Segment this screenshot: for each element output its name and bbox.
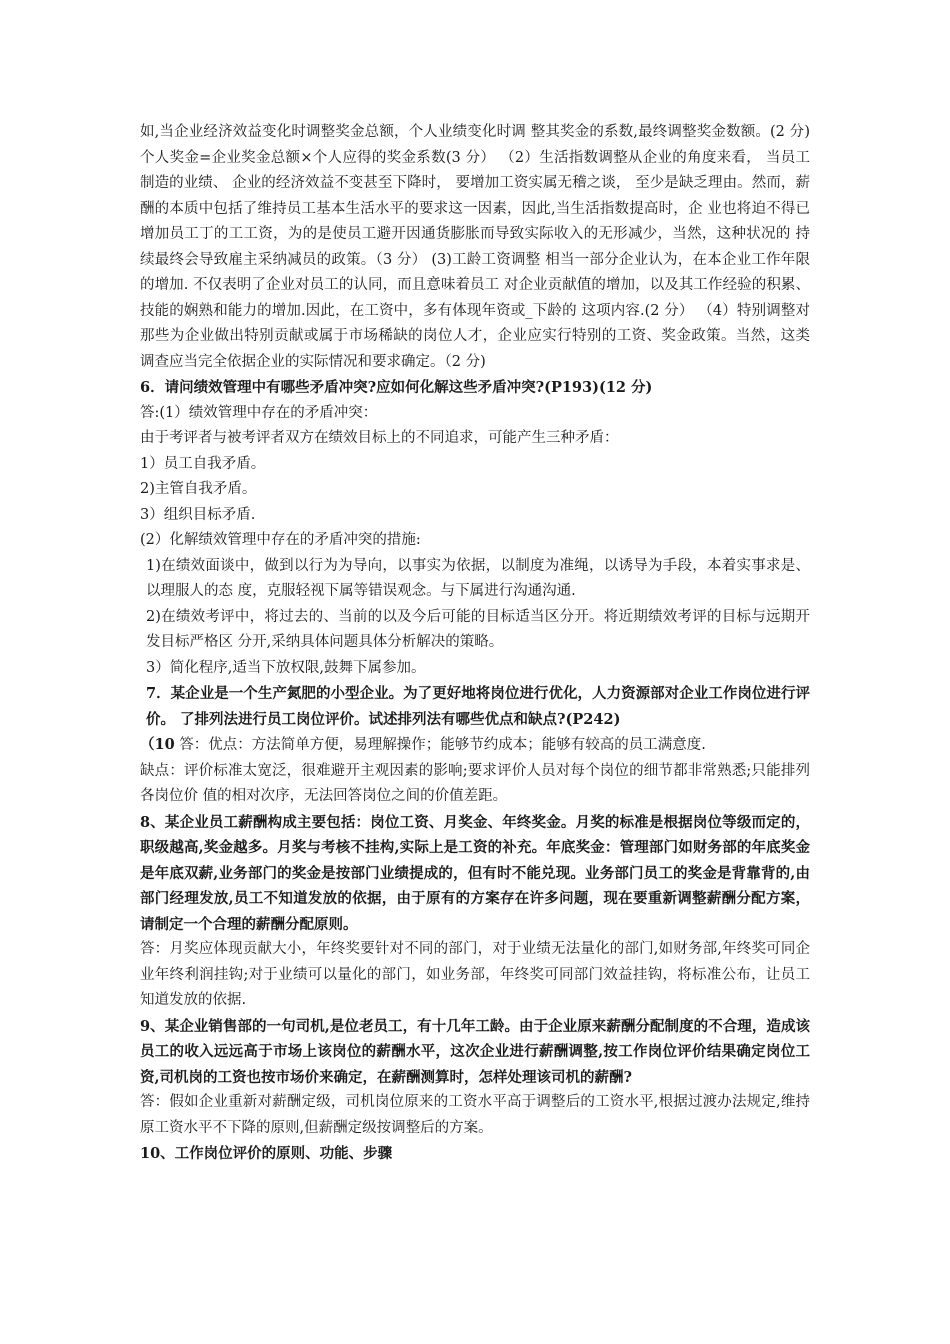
measure-item: 1)在绩效面谈中，做到以行为为导向，以事实为依据，以制度为准绳，以诱导为手段，本着实事求是、以理服人的态 度，克服轻视下属等错误观念。与下属进行沟通沟通. (146, 557, 810, 599)
answer-line: 由于考评者与被考评者双方在绩效目标上的不同追求，可能产生三种矛盾： (140, 430, 619, 446)
question-6: 6．请问绩效管理中有哪些矛盾冲突?应如何化解这些矛盾冲突?(P193)(12 分) (140, 379, 653, 396)
measure-item: 2)在绩效考评中，将过去的、当前的以及今后可能的目标适当区分开。将近期绩效考评的目标与远期开发目标严格区 分开,采纳具体问题具体分析解决的策略。 (146, 608, 810, 650)
answer-line: (2）化解绩效管理中存在的矛盾冲突的措施: (140, 532, 421, 548)
answer-line: 1）员工自我矛盾。 (140, 455, 266, 472)
document-page (140, 120, 810, 1167)
question-7: 7．某企业是一个生产氮肥的小型企业。为了更好地将岗位进行优化，人力资源部对企业工作岗位进行评价。 了排列法进行员工岗位评价。试述排列法有哪些优点和缺点?(P242) (146, 685, 810, 728)
answer-line: 答:(1）绩效管理中存在的矛盾冲突： (140, 404, 378, 421)
answer-7-cons: 缺点：评价标准太宽泛，很难避开主观因素的影响;要求评价人员对每个岗位的细节都非常熟悉;只能排列各岗位价 值的相对次序，无法回答岗位之间的价值差距。 (140, 762, 810, 804)
answer-line: 2)主管自我矛盾。 (140, 481, 257, 497)
answer-7-text: 答：优点：方法简单方便，易理解操作；能够节约成本；能够有较高的员工满意度. (174, 737, 706, 753)
measure-item: 3）简化程序,适当下放权限,鼓舞下属参加。 (146, 659, 426, 676)
answer-7 (140, 732, 810, 759)
question-9: 9、某企业销售部的一句司机,是位老员工，有十几年工龄。由于企业原来薪酬分配制度的不合理，造成该员工的收入远远高于市场上该岗位的薪酬水平，这次企业进行薪酬调整,按工作岗位评价结果确定岗位工资,司机岗的工资也按市场价来确定，在薪酬测算时，怎样处理该司机的薪酬? (140, 1017, 810, 1086)
answer-line: 3）组织目标矛盾. (140, 506, 256, 523)
question-10: 10、工作岗位评价的原则、功能、步骤 (140, 1145, 393, 1162)
intro-paragraph: 如,当企业经济效益变化时调整奖金总额，个人业绩变化时调 整其奖金的系数,最终调整奖金数额。(2 分) 个人奖金=企业奖金总额×个人应得的奖金系数(3 分） （2）生活指数调整从企业的角度来看， 当员工制造的业绩、 企业的经济效益不变甚至下降时， 要增加工资实属无稽之谈， 至少是缺乏理由。然而，薪酬的本质中包括了维持员工基本生活水平的要求这一因素，因此,当生活指数提高时，企 业也将迫不得已增加员工丁的工工资，为的是使员工避开因通货膨胀而导致实际收入的无形减少，当然，这种状况的 持续最终会导致雇主采纳减员的政策。（3 分） (3)工龄工资调整 相当一部分企业认为，在本企业工作年限的增加. 不仅表明了企业对员工的认同，而且意味着员工 对企业贡献值的增加，以及其工作经验的积累、技能的娴熟和能力的增加.因此，在工资中，多有体现年资或_下龄的 这项内容.(2 分） （4）特别调整对那些为企业做出特别贡献或属于市场稀缺的岗位人才，企业应实行特别的工资、奖金政策。当然，这类 调查应当完全依据企业的实际情况和要求确定。（2 分) (140, 124, 810, 370)
answer-8: 答：月奖应体现贡献大小，年终奖要针对不同的部门，对于业绩无法量化的部门,如财务部,年终奖可同企业年终利润挂钩;对于业绩可以量化的部门，如业务部，年终奖可同部门效益挂钩，将标准公布，让员工知道发放的依据. (140, 941, 810, 1008)
answer-7-prefix: （10 (140, 736, 175, 753)
answer-9: 答：假如企业重新对薪酬定级，司机岗位原来的工资水平高于调整后的工资水平,根据过渡办法规定,维持原工资水平不下降的原则,但薪酬定级按调整后的方案。 (140, 1094, 810, 1136)
question-8: 8、某企业员工薪酬构成主要包括：岗位工资、月奖金、年终奖金。月奖的标准是根据岗位等级而定的，职级越高,奖金越多。月奖与考核不挂构,实际上是工资的补充。年底奖金：管理部门如财务部的年底奖金是年底双薪,业务部门的奖金是按部门业绩提成的，但有时不能兑现。业务部门员工的奖金是背靠背的,由部门经理发放,员工不知道发放的依据，由于原有的方案存在许多问题，现在要重新调整薪酬分配方案，请制定一个合理的薪酬分配原则。 (140, 813, 810, 933)
